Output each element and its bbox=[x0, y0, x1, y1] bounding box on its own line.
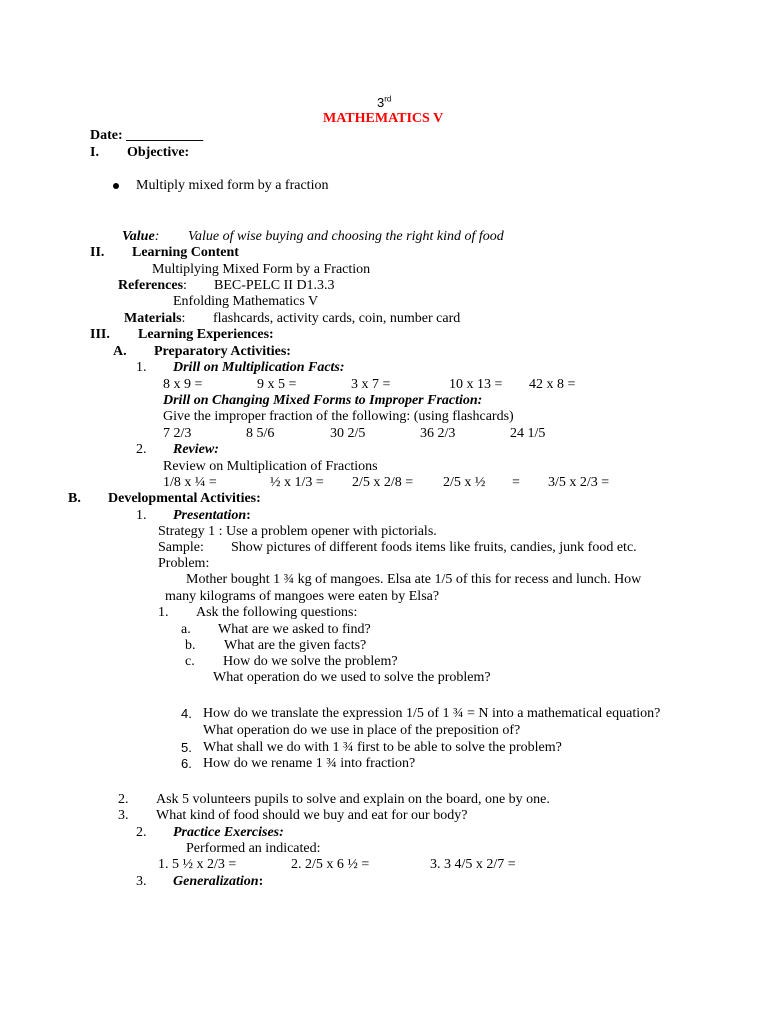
drill1-number: 1. bbox=[136, 360, 147, 375]
review-item: 2/5 x 2/8 = bbox=[352, 475, 414, 490]
learning-content-heading: Learning Content bbox=[132, 245, 239, 260]
objective-heading: Objective: bbox=[127, 145, 190, 160]
drill2-item: 36 2/3 bbox=[420, 426, 456, 441]
grade-heading bbox=[377, 95, 391, 111]
value-text: Value of wise buying and choosing the right kind of food bbox=[188, 229, 504, 244]
section-a-heading: Preparatory Activities: bbox=[154, 344, 291, 359]
drill2-item: 24 1/5 bbox=[510, 426, 546, 441]
references-label: References bbox=[118, 278, 184, 293]
review-heading: Review: bbox=[173, 442, 219, 457]
review-number: 2. bbox=[136, 442, 147, 457]
sample-label: Sample: bbox=[158, 540, 204, 555]
drill2-item: 30 2/5 bbox=[330, 426, 366, 441]
generalization-label: Generalization bbox=[173, 874, 259, 889]
practice-instruction: Performed an indicated: bbox=[186, 841, 321, 856]
question-text: What are the given facts? bbox=[224, 638, 367, 653]
review-item: 2/5 x ½ bbox=[443, 475, 486, 490]
references-2: Enfolding Mathematics V bbox=[173, 294, 319, 309]
materials-label: Materials bbox=[124, 311, 182, 326]
question-letter: c. bbox=[185, 654, 195, 669]
question-letter: b. bbox=[185, 638, 196, 653]
numbered-question-number: 4. bbox=[181, 706, 192, 721]
question-c-extra: What operation do we used to solve the problem? bbox=[213, 670, 491, 685]
drill2-instruction: Give the improper fraction of the following: (using flashcards) bbox=[163, 409, 514, 424]
section-b-letter: B. bbox=[68, 491, 81, 506]
bullet-icon bbox=[113, 183, 119, 189]
numbered-question-number: 6. bbox=[181, 756, 192, 771]
problem-line-1: Mother bought 1 ¾ kg of mangoes. Elsa ate 1/5 of this for recess and lunch. How bbox=[186, 572, 642, 587]
drill2-item: 7 2/3 bbox=[163, 426, 192, 441]
grade-number: 3 bbox=[377, 95, 385, 110]
drill1-item: 10 x 13 = bbox=[449, 377, 503, 392]
references-line bbox=[118, 278, 187, 294]
drill1-item: 9 x 5 = bbox=[257, 377, 297, 392]
practice-item: 2. 2/5 x 6 ½ = bbox=[291, 857, 370, 872]
numbered-question-number: 5. bbox=[181, 740, 192, 755]
step3-text: What kind of food should we buy and eat for our body? bbox=[156, 808, 468, 823]
references-1: BEC-PELC II D1.3.3 bbox=[214, 278, 335, 293]
generalization-colon: : bbox=[258, 874, 264, 889]
drill1-item: 8 x 9 = bbox=[163, 377, 203, 392]
presentation-number: 1. bbox=[136, 508, 147, 523]
review-item: 3/5 x 2/3 = bbox=[548, 475, 610, 490]
step2-text: Ask 5 volunteers pupils to solve and explain on the board, one by one. bbox=[156, 792, 550, 807]
drill1-item: 42 x 8 = bbox=[529, 377, 576, 392]
ask-number: 1. bbox=[158, 605, 169, 620]
grade-suffix: rd bbox=[384, 94, 392, 104]
question-text: What are we asked to find? bbox=[218, 622, 371, 637]
generalization-heading bbox=[173, 874, 263, 890]
section-a-letter: A. bbox=[113, 344, 127, 359]
presentation-colon: : bbox=[246, 508, 251, 523]
question-text: How do we solve the problem? bbox=[223, 654, 398, 669]
sample-text: Show pictures of different foods items like fruits, candies, junk food etc. bbox=[231, 540, 637, 555]
review-item: ½ x 1/3 = bbox=[270, 475, 324, 490]
learning-experiences-numeral: III. bbox=[90, 327, 110, 342]
review-item: 1/8 x ¼ = bbox=[163, 475, 217, 490]
learning-content-numeral: II. bbox=[90, 245, 105, 260]
numbered-question-text: What shall we do with 1 ¾ first to be able to solve the problem? bbox=[203, 740, 562, 755]
objective-numeral: I. bbox=[90, 145, 99, 160]
numbered-question-text: What operation do we use in place of the preposition of? bbox=[203, 723, 521, 738]
step3-number: 3. bbox=[118, 808, 129, 823]
review-item: = bbox=[512, 475, 520, 490]
strategy-text: Strategy 1 : Use a problem opener with pictorials. bbox=[158, 524, 437, 539]
section-b-heading: Developmental Activities: bbox=[108, 491, 261, 506]
practice-item: 3. 3 4/5 x 2/7 = bbox=[430, 857, 516, 872]
generalization-number: 3. bbox=[136, 874, 147, 889]
problem-label: Problem: bbox=[158, 556, 210, 571]
materials-colon: : bbox=[181, 311, 186, 326]
drill2-heading: Drill on Changing Mixed Forms to Improper Fraction: bbox=[163, 393, 483, 408]
materials-line bbox=[124, 311, 185, 327]
drill1-item: 3 x 7 = bbox=[351, 377, 391, 392]
practice-heading: Practice Exercises: bbox=[173, 825, 284, 840]
references-colon: : bbox=[183, 278, 187, 293]
problem-line-2: many kilograms of mangoes were eaten by Elsa? bbox=[165, 589, 440, 604]
objective-bullet: Multiply mixed form by a fraction bbox=[136, 178, 329, 193]
value-line bbox=[122, 229, 159, 245]
date-field: Date: ___________ bbox=[90, 128, 204, 143]
numbered-question-text: How do we translate the expression 1/5 of 1 ¾ = N into a mathematical equation? bbox=[203, 706, 661, 721]
presentation-label: Presentation bbox=[173, 508, 247, 523]
drill2-item: 8 5/6 bbox=[246, 426, 275, 441]
numbered-question-text: How do we rename 1 ¾ into fraction? bbox=[203, 756, 416, 771]
practice-item: 1. 5 ½ x 2/3 = bbox=[158, 857, 237, 872]
step2-number: 2. bbox=[118, 792, 129, 807]
presentation-heading bbox=[173, 508, 251, 524]
practice-number: 2. bbox=[136, 825, 147, 840]
value-label: Value bbox=[122, 229, 155, 244]
value-colon: : bbox=[154, 229, 160, 244]
learning-content-topic: Multiplying Mixed Form by a Fraction bbox=[152, 262, 371, 277]
learning-experiences-heading: Learning Experiences: bbox=[138, 327, 274, 342]
materials-text: flashcards, activity cards, coin, number card bbox=[213, 311, 461, 326]
drill1-heading: Drill on Multiplication Facts: bbox=[173, 360, 345, 375]
ask-text: Ask the following questions: bbox=[196, 605, 358, 620]
review-text: Review on Multiplication of Fractions bbox=[163, 459, 378, 474]
question-letter: a. bbox=[181, 622, 191, 637]
page-title: MATHEMATICS V bbox=[323, 111, 444, 126]
